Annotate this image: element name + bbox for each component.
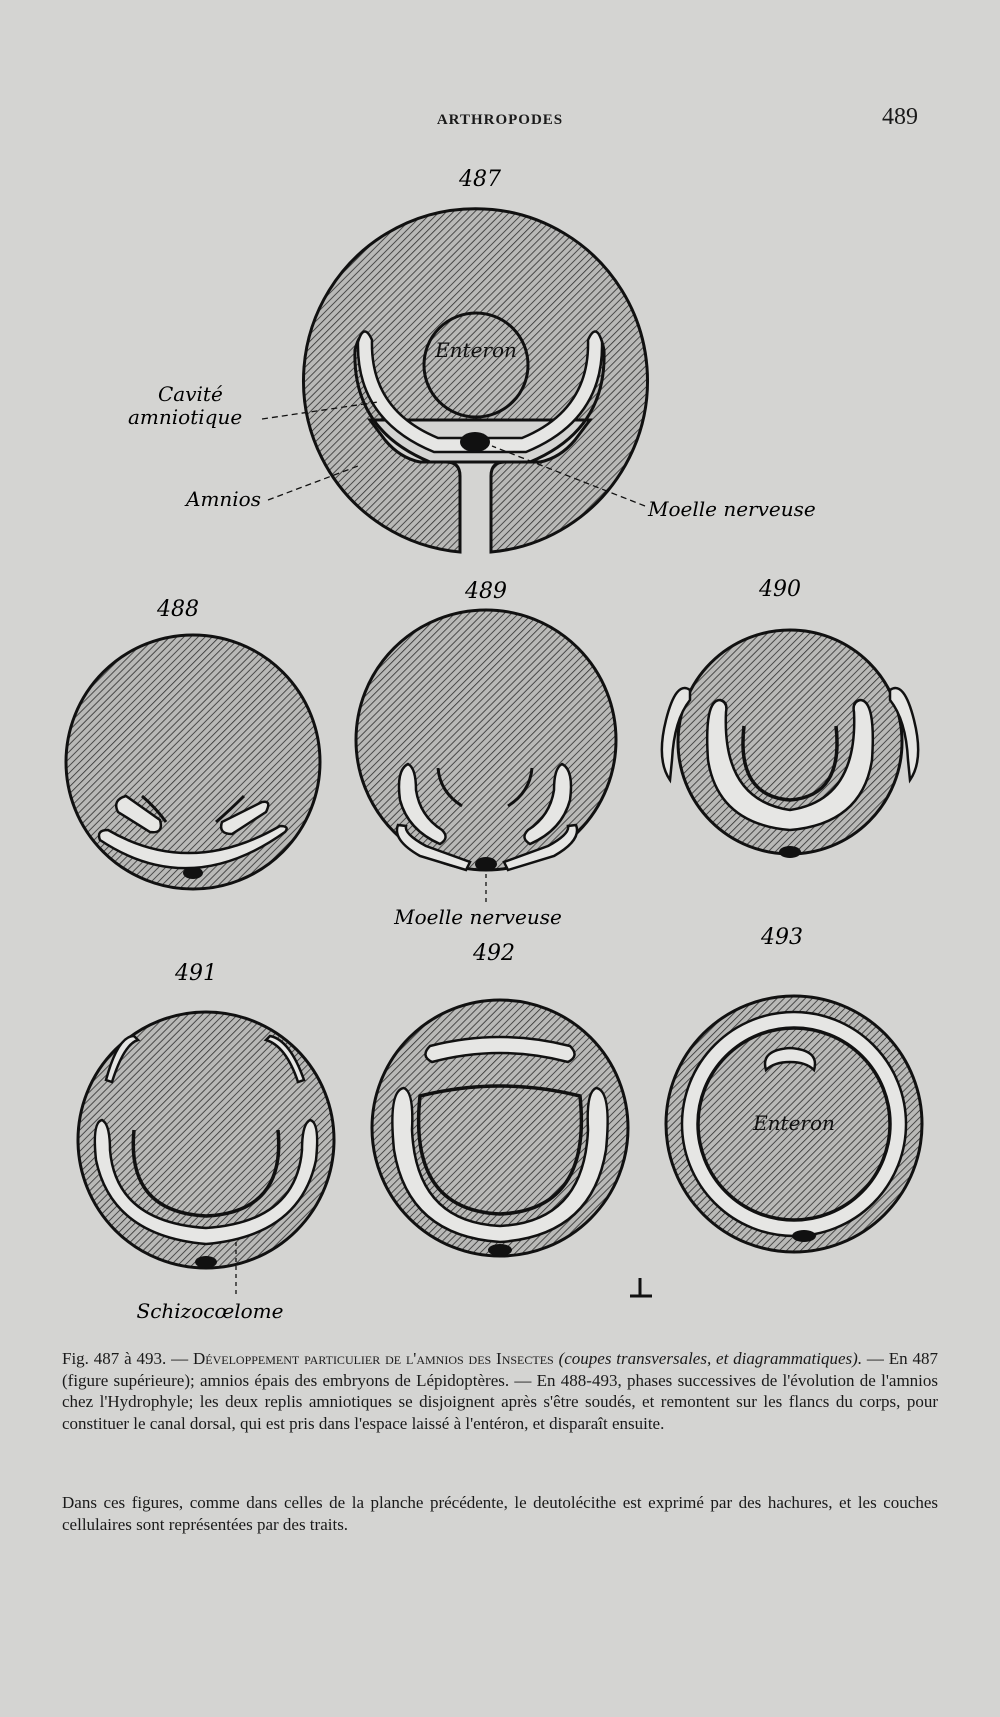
nerve-cord-492 [488,1244,512,1256]
nerve-cord-487 [460,432,490,452]
enteron-label-487: Enteron [435,338,517,362]
figure-493 [666,925,922,1252]
figure-488-number: 488 [157,597,199,622]
figure-491 [78,961,334,1323]
figure-490 [662,577,918,858]
figure-caption [62,1348,938,1434]
label-amnios: Amnios [186,487,261,511]
figure-492-number: 492 [473,941,515,966]
figure-489 [356,579,616,929]
figure-487-number: 487 [459,167,501,192]
caption-title: Développement particulier de l'amnios des Insectes [192,1349,554,1368]
caption-text-2: Dans ces figures, comme dans celles de la planche précédente, le deutolécithe est exprimé par des hachures, et les couches cellulaires sont représentées par des traits. [62,1493,938,1534]
label-schizocoelome: Schizocœlome [136,1299,284,1323]
figure-493-number: 493 [761,925,803,950]
figure-487 [128,167,816,552]
label-cavite: Cavité [158,382,223,406]
printer-mark [630,1278,652,1296]
running-title: ARTHROPODES [436,112,564,128]
enteron-label-493: Enteron [753,1111,835,1135]
nerve-cord-488 [183,867,203,879]
embryo-body-488 [66,635,320,889]
figure-488 [66,597,320,889]
nerve-cord-491 [195,1256,217,1268]
enteron-492 [419,1086,582,1214]
figure-491-number: 491 [175,961,217,986]
nerve-cord-489 [475,857,497,871]
figure-492 [372,941,628,1256]
nerve-cord-490 [779,846,801,858]
label-moelle: Moelle nerveuse [648,497,816,521]
caption-lead: Fig. 487 à 493. — [62,1349,189,1368]
page-number: 489 [882,104,918,130]
enteron-487 [424,313,528,417]
figure-489-number: 489 [465,579,507,604]
figure-490-number: 490 [759,577,801,602]
caption-text-1: — En 487 (figure supérieure); amnios épais des embryons de Lépidoptères. — En 488-493, phases successives de l'évolution de l'amnios chez l'Hydrophyle; les deux replis amniotiques se disjoignent après s'être soudés, et remontent sur les flancs du corps, pour constituer le canal dorsal, qui est pris dans l'espace laissé à l'entéron, et disparaît ensuite. [62,1349,938,1433]
label-amniotique: amniotique [128,405,243,429]
caption-note [62,1492,938,1535]
caption-title-italic: (coupes transversales, et diagrammatiques). [558,1349,863,1368]
label-moelle-489: Moelle nerveuse [394,905,562,929]
nerve-cord-493 [792,1230,816,1242]
